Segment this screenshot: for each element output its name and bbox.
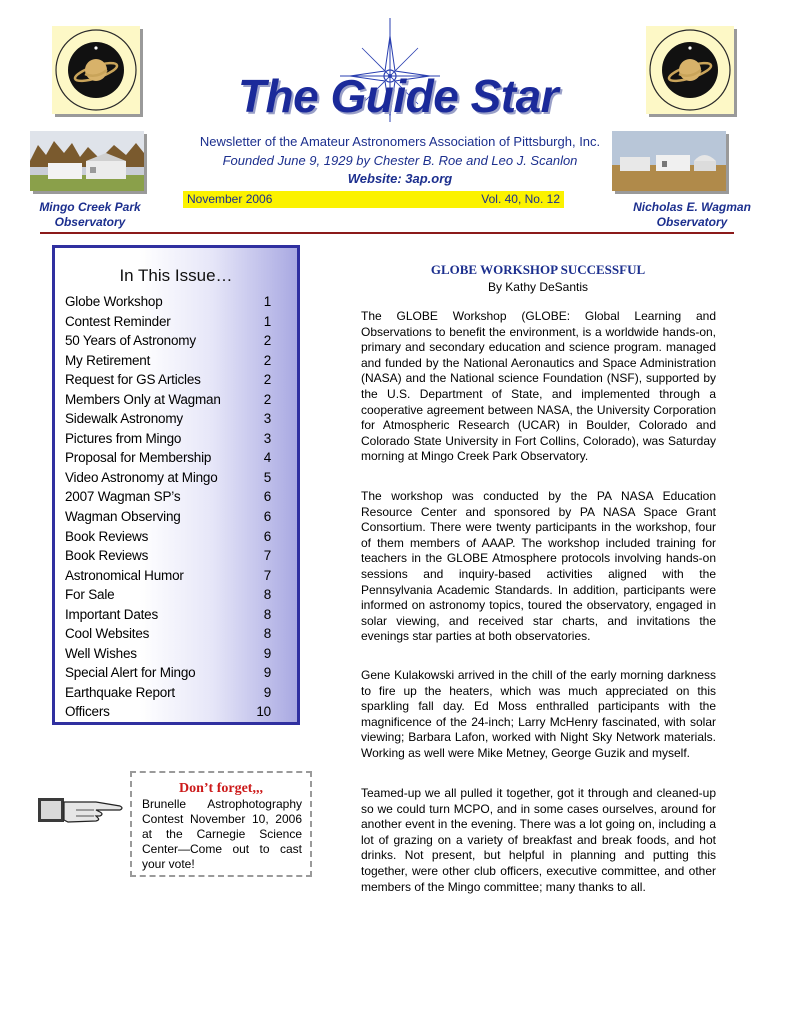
toc-item-label: Book Reviews bbox=[65, 548, 149, 564]
toc-item-page: 8 bbox=[263, 587, 271, 603]
toc-item[interactable] bbox=[65, 585, 275, 605]
aaap-seal-left bbox=[52, 26, 140, 114]
toc-item[interactable] bbox=[65, 370, 275, 390]
toc-item-page: 10 bbox=[256, 704, 271, 720]
toc-item-page: 6 bbox=[263, 509, 271, 525]
dont-forget-box bbox=[130, 771, 312, 877]
toc-item-label: 2007 Wagman SP’s bbox=[65, 489, 181, 505]
toc-item-page: 1 bbox=[263, 294, 271, 309]
toc-item[interactable] bbox=[65, 351, 275, 371]
pointing-hand-icon bbox=[36, 792, 124, 828]
toc-item[interactable] bbox=[65, 624, 275, 644]
toc-item-page: 6 bbox=[263, 489, 271, 505]
newsletter-title: The Guide Star bbox=[237, 70, 559, 122]
toc-item[interactable] bbox=[65, 292, 275, 312]
toc-title: In This Issue… bbox=[119, 266, 233, 285]
in-this-issue-box bbox=[52, 245, 300, 725]
toc-item-page: 7 bbox=[263, 567, 271, 583]
article-paragraph-3: Gene Kulakowski arrived in the chill of the early morning darkness to fire up the heaters, which was much appreciated on this sparkling fall day. Ed Moss enthralled participants with the magnificence of the 24-inch; Larry McHenry fascinated, with solar viewing; Barbara Lafon, worked with Night Sky Network materials. Working as well were Mike Metney, George Guzik and myself. bbox=[361, 668, 716, 760]
toc-item-page: 1 bbox=[263, 313, 271, 329]
newsletter-subtitle: Newsletter of the Amateur Astronomers Association of Pittsburgh, Inc. bbox=[199, 134, 601, 149]
header-divider bbox=[40, 232, 734, 234]
toc-item-label: Globe Workshop bbox=[65, 294, 163, 309]
toc-item[interactable] bbox=[65, 468, 275, 488]
toc-item[interactable] bbox=[65, 312, 275, 332]
mingo-observatory-photo bbox=[30, 131, 144, 191]
toc-item-page: 3 bbox=[263, 411, 271, 427]
toc-item-label: Sidewalk Astronomy bbox=[65, 411, 183, 427]
toc-item-page: 6 bbox=[263, 528, 271, 544]
toc-item[interactable] bbox=[65, 683, 275, 703]
toc-item-page: 9 bbox=[263, 645, 271, 661]
toc-item[interactable] bbox=[65, 409, 275, 429]
toc-item[interactable] bbox=[65, 448, 275, 468]
toc-item[interactable] bbox=[65, 546, 275, 566]
mingo-caption bbox=[30, 200, 150, 230]
toc-item-page: 3 bbox=[263, 430, 271, 446]
toc-item-page: 9 bbox=[263, 684, 271, 700]
reminder-body: Brunelle Astrophotography Contest November 10, 2006 at the Carnegie Science Center—Come out to cast your vote! bbox=[142, 797, 302, 871]
toc-item-label: Officers bbox=[65, 704, 110, 720]
toc-item-page: 8 bbox=[263, 606, 271, 622]
founded-line: Founded June 9, 1929 by Chester B. Roe and Leo J. Scanlon bbox=[222, 153, 578, 168]
toc-item[interactable] bbox=[65, 527, 275, 547]
article-paragraph-4: Teamed-up we all pulled it together, got it through and cleaned-up so we could turn MCPO, and in some cases ourselves, around for another event in the evening. There was a lot going on, including a lot of grazing on a variety of breakfast and break foods, and hot drinks. Not present, but helpful in planning and putting this together, were other club officers, executive committee, and other members of the Mingo committee; many thanks to all. bbox=[361, 786, 716, 894]
toc-item[interactable] bbox=[65, 644, 275, 664]
toc-item[interactable] bbox=[65, 702, 275, 722]
toc-item-page: 4 bbox=[263, 450, 271, 466]
toc-item-page: 9 bbox=[263, 665, 271, 681]
toc-item-label: 50 Years of Astronomy bbox=[65, 333, 196, 349]
article-paragraph-2: The workshop was conducted by the PA NASA Education Resource Center and sponsored by PA NASA Space Grant Consortium. There were twenty participants in the workshop, four of them members of AAAP. The workshop included training for teachers in the GLOBE Atmosphere protocols involving hands-on sessions and inquiry-based activities aligned with the Pennsylvania Academic Standards. In addition, participants were informed on astronomy topics, toured the observatory, engaged in solar viewing, and received star charts, and invitations the evenings star parties at both observatories. bbox=[361, 489, 716, 644]
toc-item[interactable] bbox=[65, 331, 275, 351]
toc-item[interactable] bbox=[65, 566, 275, 586]
toc-item-label: Earthquake Report bbox=[65, 684, 175, 700]
reminder-title: Don’t forget,,, bbox=[179, 781, 263, 796]
toc-item[interactable] bbox=[65, 487, 275, 507]
toc-item[interactable] bbox=[65, 390, 275, 410]
toc-item-label: Pictures from Mingo bbox=[65, 430, 182, 446]
issue-volume: Vol. 40, No. 12 bbox=[481, 192, 560, 206]
toc-item-label: Well Wishes bbox=[65, 645, 137, 661]
toc-item-label: Members Only at Wagman bbox=[65, 391, 221, 407]
toc-item[interactable] bbox=[65, 605, 275, 625]
toc-item-label: Wagman Observing bbox=[65, 509, 181, 525]
website-link[interactable]: Website: 3ap.org bbox=[347, 171, 453, 186]
toc-item-label: Astronomical Humor bbox=[65, 567, 184, 583]
toc-item-label: Proposal for Membership bbox=[65, 450, 212, 466]
toc-item-page: 2 bbox=[263, 333, 271, 349]
toc-item-label: Important Dates bbox=[65, 606, 159, 622]
wagman-caption-line1: Nicholas E. Wagman bbox=[633, 200, 751, 214]
toc-list bbox=[65, 292, 275, 722]
wagman-caption-line2: Observatory bbox=[656, 215, 728, 229]
issue-date: November 2006 bbox=[187, 192, 273, 206]
toc-item[interactable] bbox=[65, 663, 275, 683]
toc-item-page: 7 bbox=[263, 548, 271, 564]
article-byline: By Kathy DeSantis bbox=[487, 280, 589, 294]
toc-item-page: 8 bbox=[263, 626, 271, 642]
toc-item-page: 2 bbox=[263, 391, 271, 407]
wagman-caption bbox=[626, 200, 758, 230]
toc-item[interactable] bbox=[65, 507, 275, 527]
article-title: GLOBE WORKSHOP SUCCESSFUL bbox=[430, 262, 646, 277]
toc-item-page: 2 bbox=[263, 372, 271, 388]
toc-item-label: My Retirement bbox=[65, 352, 151, 368]
toc-item[interactable] bbox=[65, 429, 275, 449]
toc-item-label: Special Alert for Mingo bbox=[65, 665, 196, 681]
issue-bar bbox=[183, 191, 564, 208]
mingo-caption-line1: Mingo Creek Park bbox=[39, 200, 141, 214]
toc-item-label: Request for GS Articles bbox=[65, 372, 201, 388]
toc-item-label: Book Reviews bbox=[65, 528, 149, 544]
article-paragraph-1: The GLOBE Workshop (GLOBE: Global Learning and Observations to benefit the environment, is a worldwide hands-on, primary and secondary education and science program. managed and funded by the National Aeronautics and Space Administration (NASA) and the National science Foundation (NSF), supported by the U.S. Department of State, and implemented through a cooperative agreement between NASA, the University Corporation for Atmospheric Research (UCAR) in Boulder, Colorado and Colorado State University in Fort Collins, Colorado), was Saturday morning at Mingo Creek Park Observatory. bbox=[361, 309, 716, 464]
mingo-caption-line2: Observatory bbox=[54, 215, 126, 229]
toc-item-label: Video Astronomy at Mingo bbox=[65, 469, 218, 485]
toc-item-page: 5 bbox=[263, 469, 271, 485]
toc-item-label: For Sale bbox=[65, 587, 115, 603]
toc-item-label: Contest Reminder bbox=[65, 313, 171, 329]
toc-item-page: 2 bbox=[263, 352, 271, 368]
toc-item-label: Cool Websites bbox=[65, 626, 150, 642]
aaap-seal-right bbox=[646, 26, 734, 114]
